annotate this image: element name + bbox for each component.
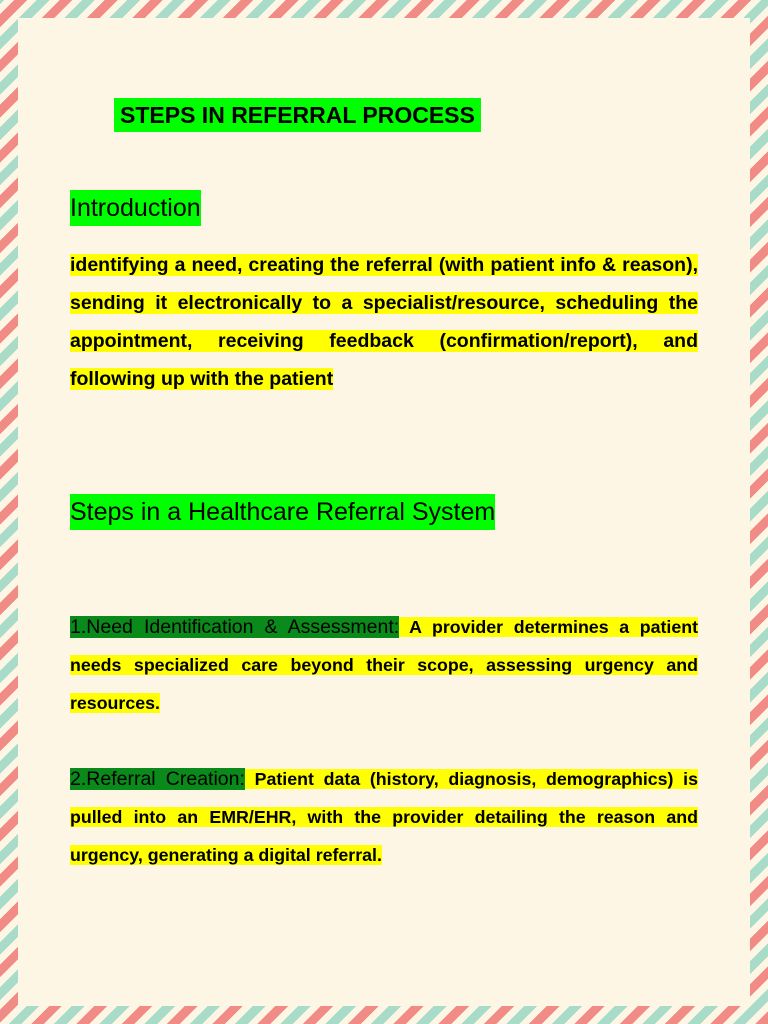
step-text: Patient data (history, diagnosis, demographics) is pulled into an EMR/EHR, with the provider detailing the reason and urgency, generating a digital referral. <box>70 769 698 865</box>
intro-paragraph <box>70 246 698 398</box>
paper-sheet <box>18 18 750 1006</box>
step-label: 1.Need Identification & Assessment: <box>70 616 400 638</box>
step-item-1 <box>70 608 698 722</box>
intro-heading: Introduction <box>70 190 201 226</box>
steps-heading: Steps in a Healthcare Referral System <box>70 494 495 530</box>
step-item-2 <box>70 760 698 874</box>
step-text: A provider determines a patient needs specialized care beyond their scope, assessing urgency and resources. <box>70 617 698 713</box>
intro-text: identifying a need, creating the referral (with patient info & reason), sending it electronically to a specialist/resource, scheduling the appointment, receiving feedback (confirmation/report), and following up with the patient <box>70 254 698 390</box>
step-label: 2.Referral Creation: <box>70 768 245 790</box>
document-title: STEPS IN REFERRAL PROCESS <box>114 98 481 132</box>
